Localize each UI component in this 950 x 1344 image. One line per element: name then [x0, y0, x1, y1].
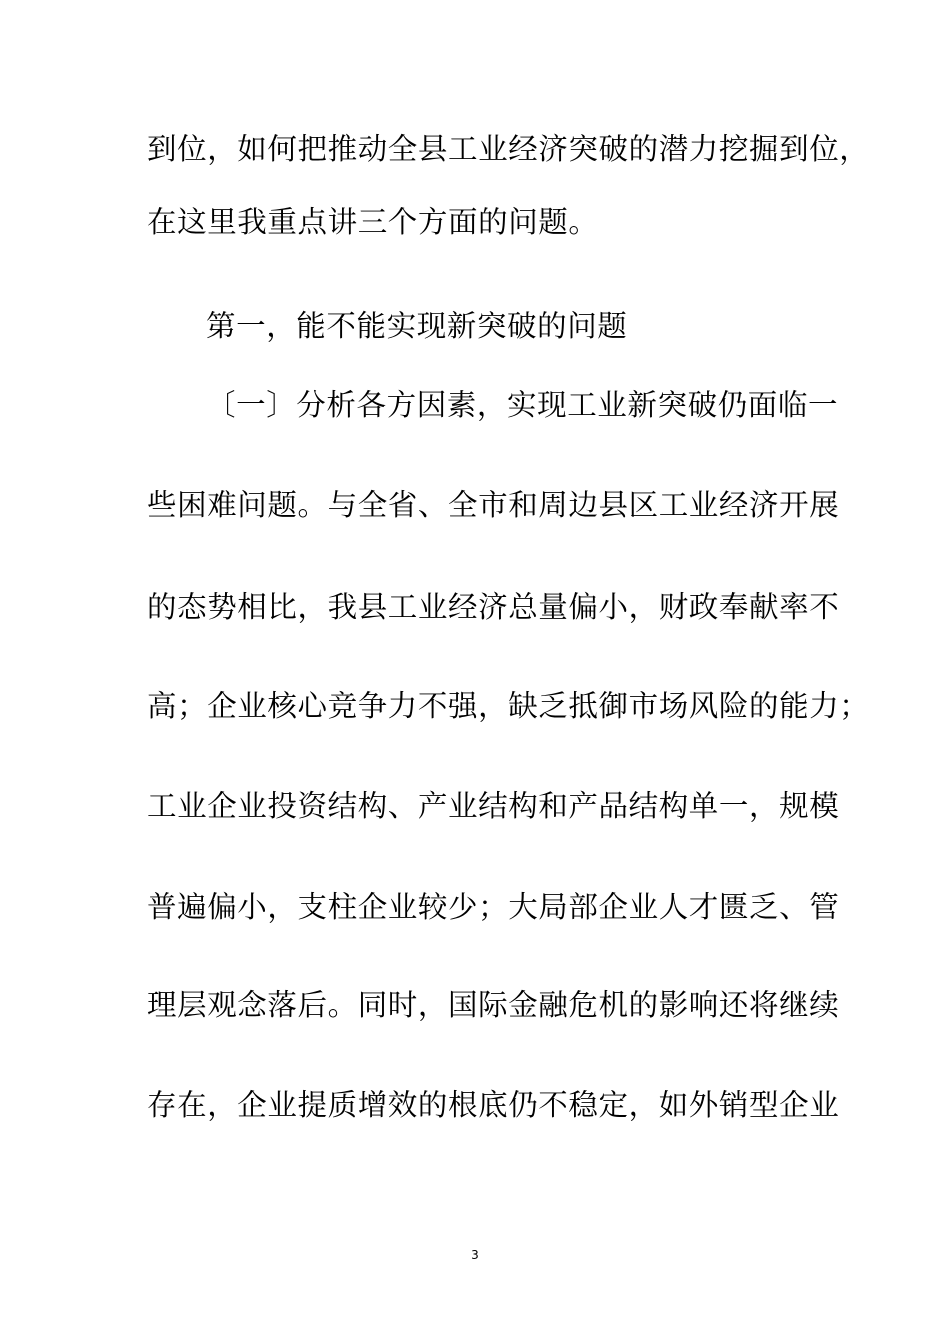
body-text-line: 些困难问题。与全省、全市和周边县区工业经济开展 — [147, 488, 840, 522]
body-text-line: 到位，如何把推动全县工业经济突破的潜力挖掘到位， — [147, 132, 870, 166]
body-text-line: 工业企业投资结构、产业结构和产品结构单一，规模 — [147, 789, 840, 823]
body-text-line: 在这里我重点讲三个方面的问题。 — [147, 205, 599, 239]
body-text-line: 高；企业核心竞争力不强，缺乏抵御市场风险的能力； — [147, 689, 870, 723]
section-heading: 第一，能不能实现新突破的问题 — [206, 309, 628, 343]
body-text-line: 的态势相比，我县工业经济总量偏小，财政奉献率不 — [147, 590, 840, 624]
body-text-line: 存在，企业提质增效的根底仍不稳定，如外销型企业 — [147, 1088, 840, 1122]
page-number: 3 — [471, 1248, 479, 1262]
body-text-line: 理层观念落后。同时，国际金融危机的影响还将继续 — [147, 988, 840, 1022]
body-text-line: 普遍偏小，支柱企业较少；大局部企业人才匮乏、管 — [147, 890, 840, 924]
subsection-heading-line: 〔一〕分析各方因素，实现工业新突破仍面临一 — [206, 388, 839, 422]
